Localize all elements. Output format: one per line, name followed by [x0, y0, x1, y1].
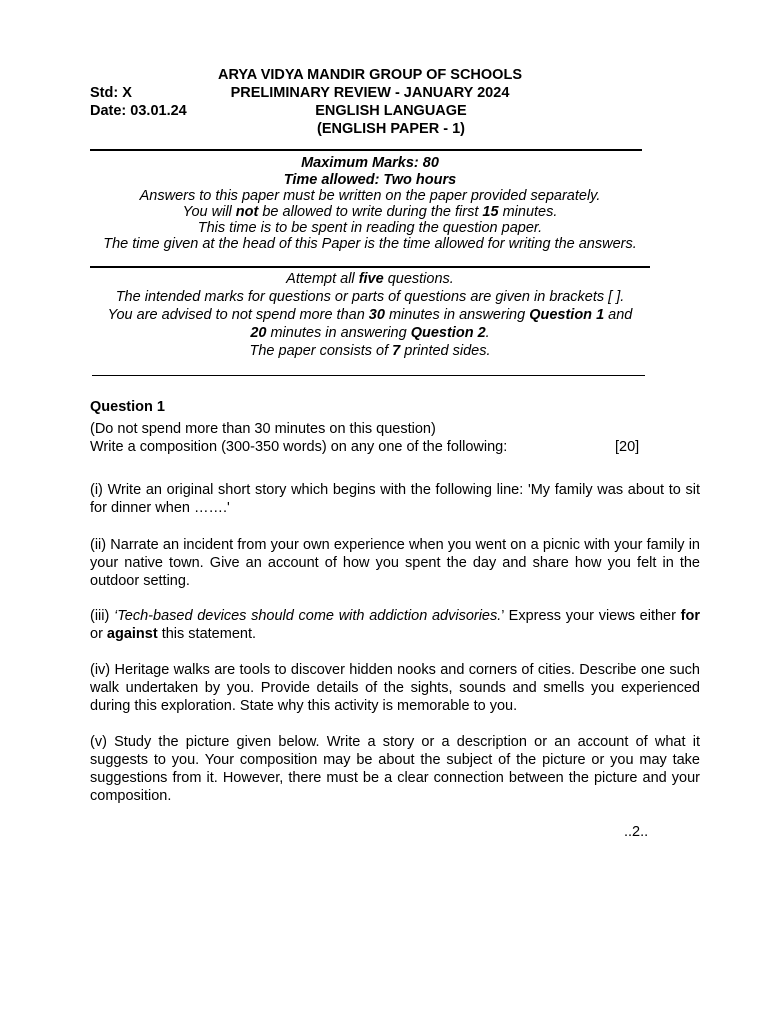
paper-title: (ENGLISH PAPER - 1) — [317, 121, 465, 137]
instruction-line-4: 20 minutes in answering Question 2. — [250, 325, 490, 341]
info-line-4: The time given at the head of this Paper is the time allowed for writing the answers. — [103, 236, 637, 252]
option-2: (ii) Narrate an incident from your own experience when you went on a picnic with your family in your native town. Give an account of how you spent the day and share how you felt in the outdoor setting. — [90, 537, 700, 589]
divider-bottom — [92, 375, 645, 376]
option-3: (iii) ‘Tech-based devices should come with addiction advisories.’ Express your views either for or against this statement. — [90, 608, 700, 642]
subject-title: ENGLISH LANGUAGE — [315, 103, 467, 119]
info-block — [90, 154, 650, 253]
instruction-line-5: The paper consists of 7 printed sides. — [249, 343, 491, 359]
school-name: ARYA VIDYA MANDIR GROUP OF SCHOOLS — [217, 67, 522, 83]
max-marks: Maximum Marks: 80 — [301, 155, 439, 171]
instruction-line-1: Attempt all five questions. — [286, 271, 454, 287]
divider-top — [90, 149, 642, 151]
page-marker: ..2.. — [624, 824, 649, 840]
std-label: Std: X — [90, 85, 132, 101]
instruction-line-3: You are advised to not spend more than 30 minutes in answering Question 1 and — [107, 307, 633, 323]
question-1-instruction: Write a composition (300-350 words) on any one of the following: — [90, 439, 508, 455]
instruction-line-2: The intended marks for questions or parts of questions are given in brackets [ ]. — [115, 289, 625, 305]
question-1-marks: [20] — [615, 439, 640, 455]
instructions-block — [90, 270, 650, 360]
question-1-heading: Question 1 — [90, 399, 165, 415]
question-1-note: (Do not spend more than 30 minutes on this question) — [90, 421, 436, 437]
divider-middle — [90, 266, 650, 268]
info-line-2: You will not be allowed to write during the first 15 minutes. — [182, 204, 558, 220]
option-5: (v) Study the picture given below. Write a story or a description or an account of what it suggests to you. Your composition may be about the subject of the picture or you may take suggestions from it. However, there must be a clear connection between the picture and your composition. — [90, 734, 700, 804]
option-4: (iv) Heritage walks are tools to discover hidden nooks and corners of cities. Describe one such walk undertaken by you. Provide details of the sights, sounds and smells you experienced during this exploration. State why this activity is memorable to you. — [90, 662, 700, 714]
option-1: (i) Write an original short story which begins with the following line: 'My family was about to sit for dinner when …….' — [90, 482, 700, 516]
date-label: Date: 03.01.24 — [90, 103, 187, 119]
time-allowed: Time allowed: Two hours — [283, 172, 457, 188]
info-line-1: Answers to this paper must be written on the paper provided separately. — [139, 188, 601, 204]
review-title: PRELIMINARY REVIEW - JANUARY 2024 — [230, 85, 510, 101]
info-line-3: This time is to be spent in reading the question paper. — [197, 220, 543, 236]
